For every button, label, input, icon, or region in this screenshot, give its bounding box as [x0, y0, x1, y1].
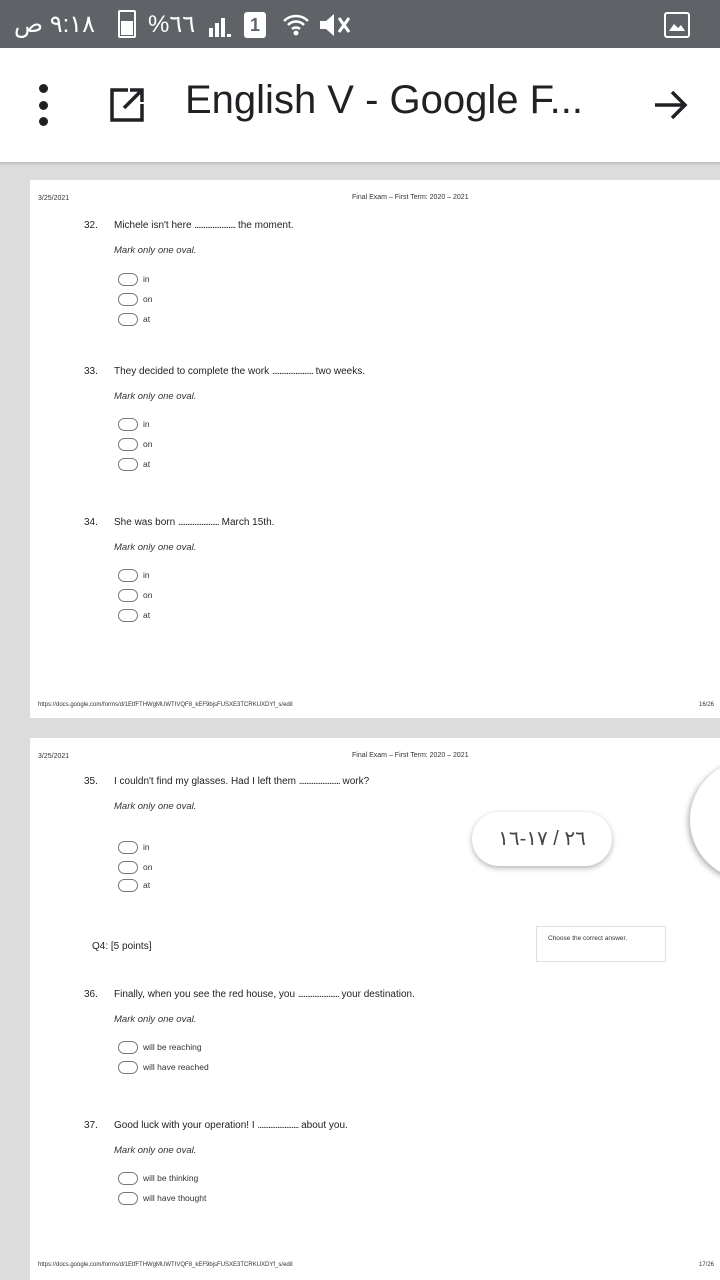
radio-oval[interactable]: [118, 1061, 138, 1074]
signal-icon: [208, 12, 234, 38]
option-on[interactable]: on: [118, 588, 152, 602]
option-will-have-reached[interactable]: will have reached: [118, 1060, 209, 1074]
radio-oval[interactable]: [118, 293, 138, 306]
app-bar-shadow: [0, 162, 720, 166]
radio-oval[interactable]: [118, 458, 138, 471]
question-37: 37. Good luck with your operation! I ....................... about you.: [84, 1120, 348, 1131]
page-title: English V - Google F...: [185, 78, 583, 122]
more-icon[interactable]: [36, 84, 50, 126]
radio-oval[interactable]: [118, 418, 138, 431]
open-external-icon[interactable]: [108, 86, 146, 124]
page-header-title: Final Exam – First Term: 2020 – 2021: [352, 194, 469, 201]
option-in[interactable]: in: [118, 568, 150, 582]
radio-oval[interactable]: [118, 313, 138, 326]
page-counter: ٢٦ / ١٧-١٦: [472, 812, 612, 866]
question-35: 35. I couldn't find my glasses. Had I left them ....................... work?: [84, 776, 370, 787]
radio-oval[interactable]: [118, 841, 138, 854]
radio-oval[interactable]: [118, 569, 138, 582]
gallery-icon[interactable]: [664, 12, 690, 38]
option-will-have-thought[interactable]: will have thought: [118, 1191, 206, 1205]
option-in[interactable]: in: [118, 840, 150, 854]
question-33: 33. They decided to complete the work ....................... two weeks.: [84, 366, 366, 377]
footer-url: https://docs.google.com/forms/d/1EtfFTHWgMUWTIVQF8_kEF9bjsFUSXE3TCRKUXDYf_s/edit: [38, 1262, 293, 1268]
radio-oval[interactable]: [118, 1041, 138, 1054]
radio-oval[interactable]: [118, 1192, 138, 1205]
instruction: Mark only one oval.: [114, 1014, 197, 1025]
option-will-be-reaching[interactable]: will be reaching: [118, 1040, 202, 1054]
option-at[interactable]: at: [118, 312, 150, 326]
option-on[interactable]: on: [118, 437, 152, 451]
status-time: ٩:١٨ ص: [14, 11, 96, 38]
app-bar: [0, 48, 720, 162]
pdf-page-16[interactable]: [30, 180, 720, 718]
footer-page-number: 16/26: [698, 702, 714, 708]
hint-box: [536, 926, 666, 962]
option-will-be-thinking[interactable]: will be thinking: [118, 1171, 198, 1185]
battery-icon: [118, 10, 136, 38]
radio-oval[interactable]: [118, 589, 138, 602]
radio-oval[interactable]: [118, 438, 138, 451]
option-at[interactable]: at: [118, 608, 150, 622]
battery-percentage: %٦٦: [148, 11, 196, 38]
option-on[interactable]: on: [118, 292, 152, 306]
option-in[interactable]: in: [118, 417, 150, 431]
footer-page-number: 17/26: [698, 1262, 714, 1268]
status-bar: [0, 0, 720, 48]
pdf-page-17[interactable]: [30, 738, 720, 1280]
question-34: 34. She was born ....................... March 15th.: [84, 517, 275, 528]
page-header-title: Final Exam – First Term: 2020 – 2021: [352, 752, 469, 759]
page-date: 3/25/2021: [38, 753, 70, 760]
question-32: 32. Michele isn't here ....................... the moment.: [84, 220, 294, 231]
radio-oval[interactable]: [118, 879, 138, 892]
instruction: Mark only one oval.: [114, 542, 197, 553]
sim-badge: 1: [244, 12, 266, 38]
wifi-icon: [282, 12, 310, 38]
radio-oval[interactable]: [118, 609, 138, 622]
forward-icon[interactable]: [652, 86, 690, 124]
option-on[interactable]: on: [118, 860, 152, 874]
option-in[interactable]: in: [118, 272, 150, 286]
instruction: Mark only one oval.: [114, 245, 197, 256]
footer-url: https://docs.google.com/forms/d/1EtfFTHWgMUWTIVQF8_kEF9bjsFUSXE3TCRKUXDYf_s/edit: [38, 702, 293, 708]
instruction: Mark only one oval.: [114, 801, 197, 812]
radio-oval[interactable]: [118, 273, 138, 286]
page-date: 3/25/2021: [38, 195, 70, 202]
instruction: Mark only one oval.: [114, 1145, 197, 1156]
radio-oval[interactable]: [118, 861, 138, 874]
section-title: Q4: [5 points]: [92, 941, 152, 952]
instruction: Mark only one oval.: [114, 391, 197, 402]
option-at[interactable]: at: [118, 878, 150, 892]
option-at[interactable]: at: [118, 457, 150, 471]
hint-text: Choose the correct answer.: [548, 935, 628, 942]
question-36: 36. Finally, when you see the red house, you ....................... your destination.: [84, 989, 415, 1000]
mute-icon: [318, 12, 352, 38]
radio-oval[interactable]: [118, 1172, 138, 1185]
